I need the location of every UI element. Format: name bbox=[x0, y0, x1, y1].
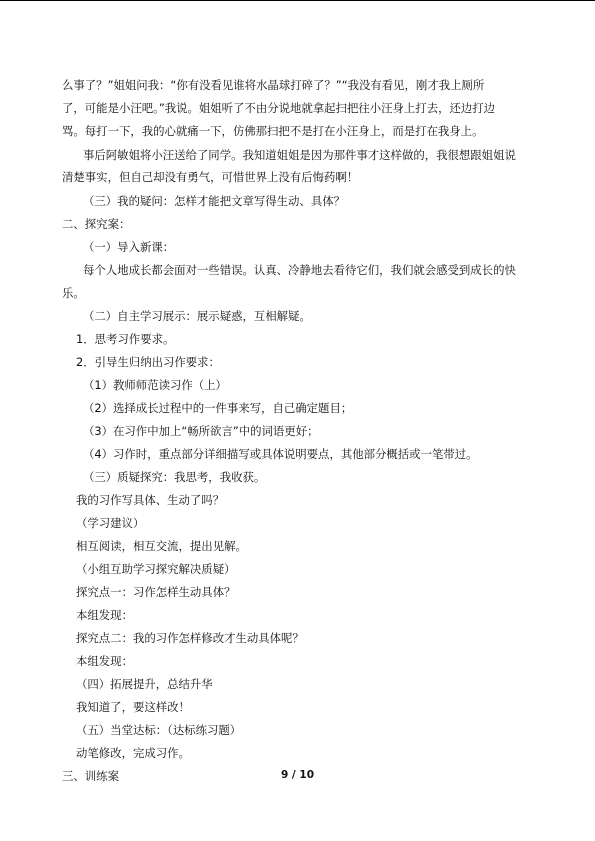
body-line: （一）导入新课： bbox=[83, 240, 175, 254]
body-line: （4）习作时，重点部分详细描写或具体说明要点，其他部分概括或一笔带过。 bbox=[83, 447, 478, 461]
body-line: 1．思考习作要求。 bbox=[76, 332, 175, 346]
body-line: 相互阅读，相互交流，提出见解。 bbox=[76, 539, 247, 553]
body-line: （2）选择成长过程中的一件事来写，自己确定题目； bbox=[83, 401, 353, 415]
body-line: 2．引导生归纳出习作要求： bbox=[76, 355, 220, 369]
header-rule bbox=[0, 0, 595, 1]
body-line: 清楚事实，但自己却没有勇气，可惜世界上没有后悔药啊！ bbox=[62, 170, 359, 184]
body-line: 我知道了，要这样改！ bbox=[76, 700, 190, 714]
body-line: （1）教师师范读习作（上） bbox=[83, 378, 227, 392]
body-line: 每个人地成长都会面对一些错误。认真、冷静地去看待它们，我们就会感受到成长的快 bbox=[83, 263, 516, 277]
body-line: 骂。每打一下，我的心就痛一下，仿佛那扫把不是打在小汪身上，而是打在我身上。 bbox=[62, 124, 484, 138]
body-line: 么事了？”姐姐问我：“你有没看见谁将水晶球打碎了？”“我没有看见，刚才我上厕所 bbox=[62, 78, 485, 92]
body-line: 本组发现： bbox=[76, 608, 133, 622]
section-heading: 三、训练案 bbox=[62, 769, 119, 783]
body-line: （三）我的疑问：怎样才能把文章写得生动、具体？ bbox=[83, 194, 345, 208]
body-line: 我的习作写具体、生动了吗？ bbox=[76, 493, 225, 507]
page-number: 9 / 10 bbox=[280, 769, 315, 781]
section-heading: 二、探究案： bbox=[62, 217, 131, 231]
body-line: 了，可能是小汪吧。”我说。姐姐听了不由分说地就拿起扫把往小汪身上打去，还边打边 bbox=[62, 101, 496, 115]
body-line: （四）拓展提升，总结升华 bbox=[76, 677, 213, 691]
body-line: 事后阿敏姐将小汪送给了同学。我知道姐姐是因为那件事才这样做的，我很想跟姐姐说 bbox=[83, 148, 516, 162]
body-line: 动笔修改，完成习作。 bbox=[76, 746, 190, 760]
body-line: 本组发现： bbox=[76, 654, 133, 668]
body-line: 乐。 bbox=[62, 286, 85, 300]
body-line: （学习建议） bbox=[76, 516, 145, 530]
body-line: （五）当堂达标：（达标练习题） bbox=[76, 723, 242, 737]
body-line: （3）在习作中加上“畅所欲言”中的词语更好； bbox=[83, 424, 319, 438]
body-line: （小组互助学习探究解决质疑） bbox=[76, 562, 236, 576]
body-line: （二）自主学习展示：展示疑惑，互相解疑。 bbox=[83, 309, 311, 323]
body-line: 探究点一：习作怎样生动具体？ bbox=[76, 585, 236, 599]
body-line: 探究点二：我的习作怎样修改才生动具体呢？ bbox=[76, 631, 304, 645]
body-line: （三）质疑探究：我思考，我收获。 bbox=[83, 470, 266, 484]
